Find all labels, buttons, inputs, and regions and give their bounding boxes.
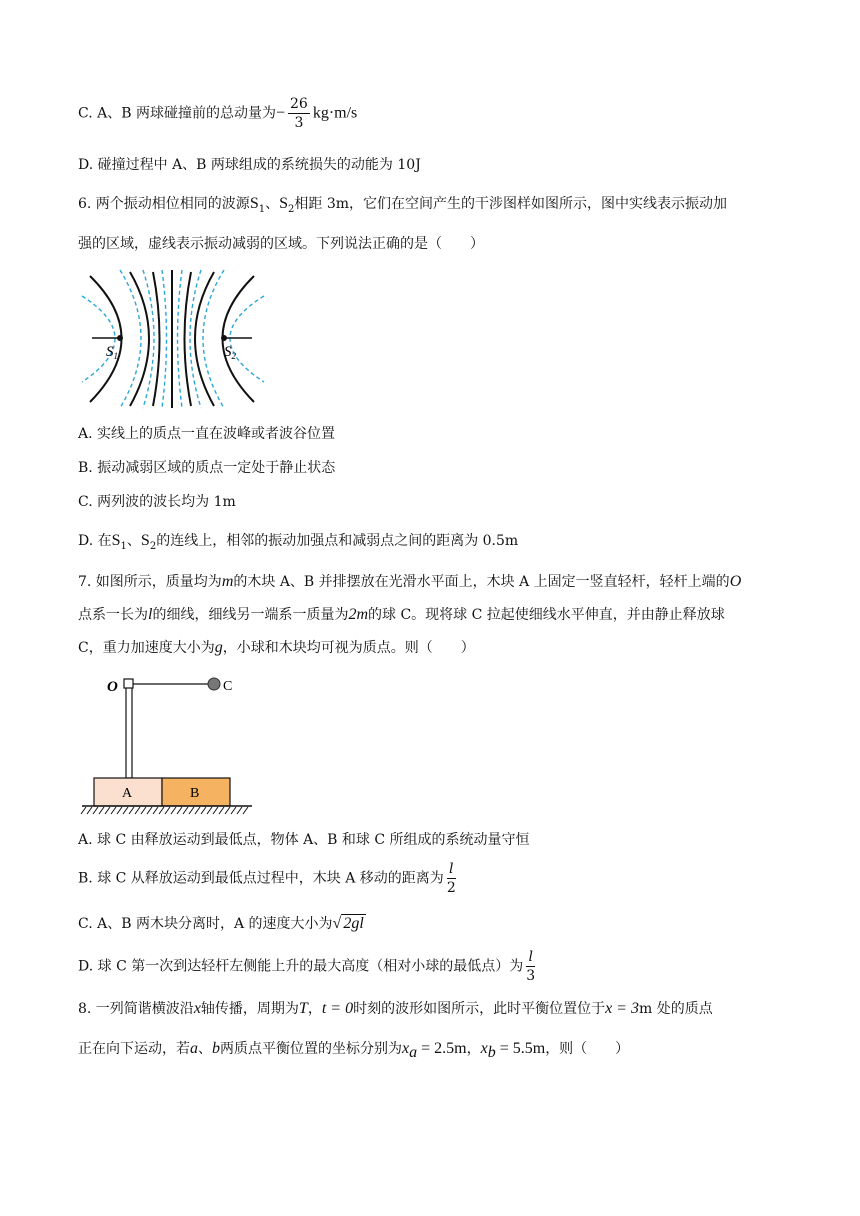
q8-stem-line1: 8. 一列简谐横波沿x轴传播，周期为T，t = 0时刻的波形如图所示，此时平衡位置位于x = 3m 处的质点	[78, 1000, 713, 1017]
q7-stem-line3: C，重力加速度大小为g，小球和木块均可视为质点。则（ ）	[78, 639, 475, 656]
source-s1-dot	[117, 335, 123, 341]
weaken-line	[203, 270, 224, 408]
light-rod	[126, 680, 132, 778]
pivot-o	[124, 679, 133, 688]
q7-option-b: B. 球 C 从释放运动到最低点过程中，木块 A 移动的距离为 $\frac{l}{2}$	[78, 861, 456, 896]
sqrt-expression: √ 2gl	[332, 915, 364, 932]
q6-stem-line2: 强的区域，虚线表示振动减弱的区域。下列说法正确的是（ ）	[78, 236, 484, 252]
label-o: O	[107, 679, 118, 695]
weaken-line	[178, 270, 183, 408]
interference-figure	[78, 268, 278, 410]
reinforce-line	[90, 276, 122, 402]
pendulum-blocks-figure	[78, 670, 258, 818]
q7-option-a: A. 球 C 由释放运动到最低点，物体 A、B 和球 C 所组成的系统动量守恒	[78, 832, 530, 848]
label-s1: $S_1$	[106, 344, 118, 361]
fraction: $\frac{26}{3}$	[290, 96, 308, 131]
q7-option-d: D. 球 C 第一次到达轻杆左侧能上升的最大高度（相对小球的最低点）为 $\frac{l}{3}$	[78, 949, 536, 984]
q5-option-c	[78, 97, 357, 130]
q6-option-d: D. 在$S_1$、$S_2$的连线上，相邻的振动加强点和减弱点之间的距离为 0.5m	[78, 532, 519, 552]
weaken-line	[162, 270, 167, 408]
q7-stem-line2: 点系一长为l的细线，细线另一端系一质量为2m的球 C。现将球 C 拉起使细线水平伸直，并由静止释放球	[78, 606, 725, 623]
q5-option-c-text: C. A、B 两球碰撞前的总动量为	[78, 105, 276, 122]
q5-option-d: D. 碰撞过程中 A、B 两球组成的系统损失的动能为 10J	[78, 157, 421, 173]
q7-option-c: C. A、B 两木块分离时，A 的速度大小为√ 2gl	[78, 915, 364, 932]
ball-c	[208, 678, 220, 690]
q6-option-a: A. 实线上的质点一直在波峰或者波谷位置	[78, 426, 336, 442]
weaken-line	[230, 296, 264, 382]
reinforce-line	[195, 272, 214, 406]
label-a: A	[122, 786, 133, 801]
q6-stem-line1: 6. 两个振动相位相同的波源$S_1$、$S_2$相距 3m，它们在空间产生的干涉图样如图所示，图中实线表示振动加	[78, 195, 728, 215]
q8-stem-line2: 正在向下运动，若a、b两质点平衡位置的坐标分别为$x_a = 2.5m$，$x_b = 5.5m$，则（ ）	[78, 1040, 630, 1061]
reinforce-line	[130, 272, 149, 406]
source-s2-dot	[221, 335, 227, 341]
weaken-line	[120, 270, 141, 408]
weaken-line	[82, 296, 115, 382]
q7-stem-line1: 7. 如图所示，质量均为m的木块 A、B 并排摆放在光滑水平面上，木块 A 上固定一竖直轻杆，轻杆上端的O	[78, 573, 742, 590]
q6-option-b: B. 振动减弱区域的质点一定处于静止状态	[78, 460, 336, 476]
label-s2: $S_2$	[224, 344, 236, 361]
label-b: B	[190, 786, 200, 801]
minus-sign: −	[275, 104, 285, 122]
q6-option-c: C. 两列波的波长均为 1m	[78, 494, 236, 510]
reinforce-line	[223, 276, 255, 402]
fraction: $\frac{l}{2}$	[446, 861, 456, 896]
fraction: $\frac{l}{3}$	[526, 949, 536, 984]
unit: kg·m/s	[312, 104, 358, 122]
label-c: C	[223, 679, 233, 694]
